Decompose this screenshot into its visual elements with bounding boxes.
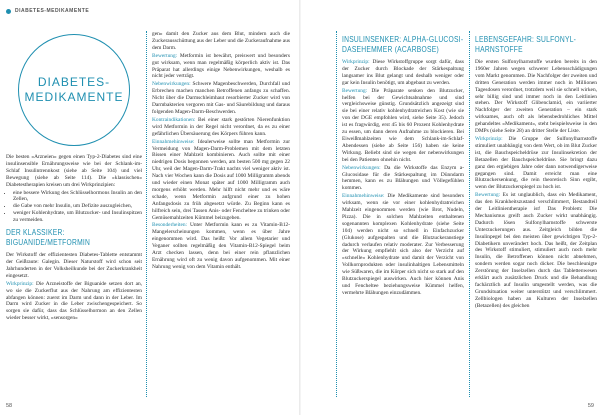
right-page [304,0,600,415]
list-item: • eine bessere Wirkung des Schlüsselhormons Insulin an den Zellen, [13,190,142,204]
right-column-2 [475,31,597,311]
section-heading-metformin: DER KLASSIKER: BIGUANIDE/METFORMIN [6,228,91,248]
left-page [0,0,296,415]
left-column-2 [152,31,290,272]
sulfonylurea-intro: Die ersten Sulfonylharnstoffe wurden bereits in den 1960er Jahren wegen schwerer Lebensschädigungen vom Markt genommen. Die Nachfolger der zweiten und dritten Generation werden immer noch in Millionen Tagesdosen verordnet, trotzdem weil sie schnell wirken, sehr billig sind und immer noch in den Leitlinien stehen. Der Wirkstoff Glibenclamid, ein variierter Nachfolger der zweiten Generation – ein stark wirksames, auch oft als lebensbedrohliches Mittel gehandeltes »Medikament«, steht beispielsweise in den DMPs (siehe Seite 28) an dritter Stelle der Liste. [475,59,597,135]
column-divider [336,31,337,397]
chapter-title-circle [18,34,130,146]
list-item: • die Gabe von mehr Insulin, um Defizite auszugleichen, [13,203,142,210]
metformin-mechanism: Wirkprinzip: Die Arzneistoffe der Biguanide setzen dort an, wo sie die Zuckerflut aus der Nahrung am effizientesten abfangen können: zuerst im Darm und dann in der Leber. Im Darm wird Zucker in die Leber zwischengespeichert. So sorgen sie dafür, dass das Schlüsselhormon an den Zellen wieder besser wirkt, »sensorgen« [6,280,142,322]
acarbose-dosage: Einnahmehinweise: Die Medikamente sind besonders wirksam, wenn sie vor einer kohlenhydratreichen Mahlzeit eingenommen werden (wie Brot, Nudeln, Pizza). Die in solchen Mahlzeiten enthaltenen sogenannten komplexen Kohlenhydrate (siehe Seite 104) werden nicht so schnell in Einfachzucker (Glukose) aufgespalten und die Blutzuckeranstiege dadurch verlaufen relativ moderater. Zur Verbesserung der Wirkung empfiehlt sich also der Verzicht auf »schnelle« Kohlenhydrate und damit der Verzicht von Vollkornprodukten oder insulinhaltigen Lebensmitteln wie Süßwaren, die im Körper sich nicht so stark auf den Blutzuckerspiegel auswirken. Auch hier können Anis und Fencheltee beziehungsweise Kümmel helfen, vermehrte Blähungen einzudämmen. [342,193,464,296]
acarbose-mechanism: Wirkprinzip: Diese Wirkstoffgruppe sorgt dafür, dass der Zucker durch Blockade der Stärkespaltung langsamer ins Blut gelangt und deshalb weniger oder gar kein Insulin benötigt, um abgebaut zu werden. [342,59,464,86]
chapter-title-line2: MEDIKAMENTE [24,90,124,104]
running-title: DIABETES-MEDIKAMENTE [15,8,90,14]
header-bullet-icon [6,9,11,14]
section-heading-sulfonylurea: LEBENSGEFAHR: SULFONYL- HARNSTOFFE [475,35,577,54]
section-heading-acarbose: INSULINSENKER: ALPHA-GLUCOSI- DASEHEMMER (ACARBOSE) [342,35,464,54]
sulfonylurea-rating: Bewertung: Es ist unglaublich, dass ein Medikament, das den Krankheitszustand verschlimmert, Bestandteil der Leitlinientherapie ist! Das Problem: Die Mechanismus greift auch Zucker wirkt unabhängig. Dadurch lösen Sulfonylharnstoffe schwerste Unterzuckerungen aus. Zeitgleich bilden die Insulinpegel bei den meisten über gewichtigen Typ-2-Diabetikern unverändert hoch. Das heißt, der Zeitplan des Wirkstoff stimuliert, stimuliert auch noch mehr Insulin, die Betroffenen können nicht abnehmen, sondern werden sogar noch dicker. Die beschleunigte Zerstörung der Inselzellen durch das Tablettenwesen erklärt auch zusätzlichen Druck und die Behandlung fachärztlich auf Insulin umgestellt werden, was die Grundsituation weiter unterstützt und verschlimmert. Zellbiologen haben an Kulturen der Inselzellen (Betazellen) des gleichen [475,192,597,309]
running-header [6,6,89,16]
metformin-special: Besonderheiten: Unter Metformin kann es zu Vitamin-B12-Mangelerscheinungen kommen, wenn es über Jahre eingenommen wird. Das heißt: Vor allem Vegetarier und Veganer sollten regelmäßig den Vitamin-B12-Spiegel beim Arzt checken lassen, denn bei einer rein pflanzlichen Ernährung wird oft zu wenig davon aufgenommen. Mit einer Nahrung wenig von dem Vitamin enthält. [152,222,290,270]
acarbose-rating: Bewertung: Die Präparate senken den Blutzucker, helfen bei der Gewichtsabnahme und sind vergleichsweise günstig. Grundsätzlich angezeigt sind sie bei einer relativ kohlenhydratreichen Kost (wie sie von der DGE empfohlen wird, siehe Seite 35). Jedoch ist es fragwürdig, erst 45 bis 60 Prozent Kohlenhydrate zu essen, um dann deren Aufnahme zu blockieren. Bei Eiweißmahlzeiten wie dem Schlank-im-Schlaf-Abendessen (siehe ab Seite 156) haben sie keine Wirkung. Beliebt sind sie wegen der nebenwirkungen bei den Patienten ohnehin nicht. [342,87,464,163]
chapter-title [24,75,123,105]
metformin-intro: Der Wirkstoff der effizientesten Diabetes-Tablette entstammt der Geißraute: Galegin. Dieser Naturstoff wird schon seit Jahrhunderten in der Volksheilkunde bei der Zuckerkrankheit eingesetzt. [6,252,142,279]
principles-list [6,190,142,225]
page-number: 59 [587,403,594,409]
list-item: • weniger Kohlenhydrate, um Blutzucker- und Insulinspitzen zu vermeiden. [13,210,142,224]
column-divider [469,31,470,397]
metformin-contraindications: Kontraindikationen: Bei einer stark gestörten Nierenfunktion wird Metformin in der Regel nicht verordnet, da es zu einer gefährlichen Übersäuerung des Körpers führen kann. [152,116,290,137]
acarbose-side-effects: Nebenwirkungen: Da die Wirkstoffe das Enzym a-Glucosidase für die Stärkespaltung im Dünndarm hemmen, kann es zu Blähungen und Völlegefühlen kommen. [342,164,464,192]
chapter-title-line1: DIABETES- [37,75,111,89]
sulfonylurea-mechanism: Wirkprinzip: Die Gruppe der Sulfonylharnstoffe stimuliert unabhängig von dem Wert, ob im Blut Zucker ist, die Bauchspeicheldrüse zur Insulinsekretion der Betazellen der Bauchspeicheldrüse. Sie bringt dazu ganz den ergiebigen Jahre oder dann notwendigerweise gegangen sind. Damit erreicht man eine Blutzuckersenkung, die rein theoretisch Sinn ergibt, wenn der Blutzuckerspiegel zu hoch ist. [475,135,597,191]
metformin-rating: Bewertung: Metformin ist bewährt, preiswert und besonders gut wirksam, wenn man regelmäßig körperlich aktiv ist. Das Präparat hat allerdings einige Nebenwirkungen, weshalb es nicht jeder verträgt. [152,52,290,80]
book-gutter [299,0,301,415]
page-number: 58 [6,403,13,409]
intro-paragraph: Die besten »Arzneien« gegen einen Typ-2-Diabetes sind eine insulinsensible Ernährungsweise wie bei der Schlank-im-Schlaf Insulintrennkost (siehe ab Seite 104) und viel Bewegung (siehe ab Seite 114). Die »klassischen« Diabetestherapien kreisen um drei Wirkprinzipien: [6,154,142,188]
paragraph: gen« damit den Zucker aus dem Blut, mindern auch die Zuckerausschüttung aus der Leber und die Zuckeraufnahme aus dem Darm. [152,31,290,51]
left-column-1 [6,154,142,323]
metformin-side-effects: Nebenwirkungen: Schwere Magenbeschwerden, Durchfall und Erbrechen machen manchen Betroffenen anfangs zu schaffen. Nicht über die Darmschleimhaut resorbierter Zucker wird von Darmbakterien vergoren mit Gas- und Säurebildung und daraus folgenden Magen-Darm-Beschwerden. [152,81,290,115]
column-divider [146,31,147,397]
right-column-1 [342,31,464,298]
metformin-dosage: Einnahmehinweise: Idealerweise sollte man Metformin zur Vermeidung von Magen-Darm-Problemen mit dem letzten Bissen einer Mahlzeit kombinieren. Auch sollte mit einer niedrigen Dosis begonnen werden, am besten 500 mg gegen 22 Uhr, weil der Magen-Darm-Trakt nachts viel weniger aktiv ist. Nach vier Wochen kann die Dosis auf 1000 Milligramm abends und wieder einen Monat später auf 1000 Milligramm auch morgens erhöht werden. Mehr hilft nicht mehr und es wäre schade, wenn Metformin aufgrund einer zu hohen Anfangsdosis zu früh abgesetzt würde. Zu Beginn kann es hilfreich sein, drei Tassen Anis- oder Fencheltee zu trinken oder Gemüsemahlzeiten Kümmel beizugeben. [152,138,290,221]
